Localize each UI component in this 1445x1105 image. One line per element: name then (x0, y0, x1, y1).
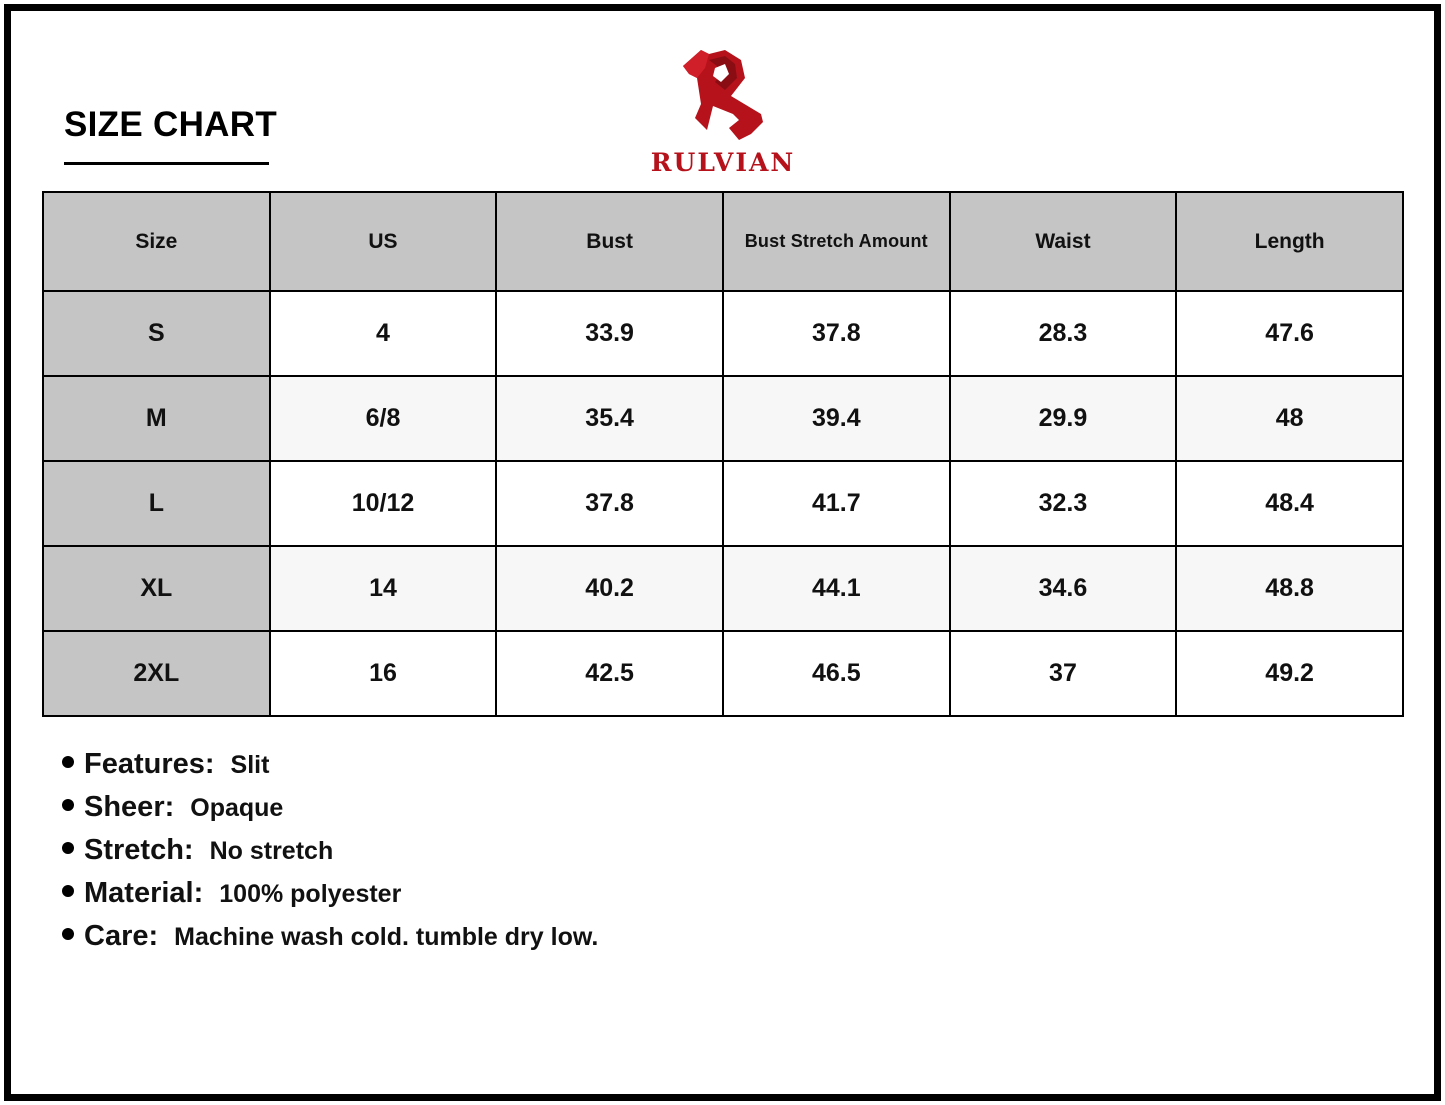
table-row (43, 291, 1403, 376)
feature-item (62, 920, 598, 963)
bullet-icon (62, 928, 74, 940)
title-underline (64, 162, 269, 165)
bust-cell: 37.8 (496, 461, 723, 546)
us-cell: 16 (270, 631, 497, 716)
size-cell: L (43, 461, 270, 546)
feature-item (62, 791, 598, 834)
bullet-icon (62, 842, 74, 854)
feature-item (62, 877, 598, 920)
length-cell: 47.6 (1176, 291, 1403, 376)
feature-value: Opaque (190, 794, 284, 822)
bullet-icon (62, 885, 74, 897)
feature-label: Features: (84, 748, 215, 780)
rulvian-r-logo-icon (679, 44, 767, 144)
table-header-row (43, 192, 1403, 291)
column-header-bust-stretch: Bust Stretch Amount (723, 192, 950, 291)
table-row (43, 461, 1403, 546)
bust-cell: 40.2 (496, 546, 723, 631)
column-header-bust: Bust (496, 192, 723, 291)
feature-label: Sheer: (84, 791, 175, 823)
bust-stretch-cell: 39.4 (723, 376, 950, 461)
bullet-icon (62, 799, 74, 811)
size-table (42, 191, 1404, 717)
bullet-icon (62, 756, 74, 768)
waist-cell: 29.9 (950, 376, 1177, 461)
brand-logo (637, 44, 809, 178)
waist-cell: 37 (950, 631, 1177, 716)
us-cell: 14 (270, 546, 497, 631)
table-row (43, 631, 1403, 716)
size-cell: 2XL (43, 631, 270, 716)
bust-cell: 42.5 (496, 631, 723, 716)
bust-stretch-cell: 41.7 (723, 461, 950, 546)
column-header-size: Size (43, 192, 270, 291)
size-cell: M (43, 376, 270, 461)
size-cell: XL (43, 546, 270, 631)
feature-value: Machine wash cold. tumble dry low. (174, 923, 599, 951)
bust-cell: 35.4 (496, 376, 723, 461)
feature-label: Material: (84, 877, 204, 909)
size-cell: S (43, 291, 270, 376)
bust-stretch-cell: 44.1 (723, 546, 950, 631)
us-cell: 4 (270, 291, 497, 376)
table-row (43, 546, 1403, 631)
waist-cell: 32.3 (950, 461, 1177, 546)
column-header-length: Length (1176, 192, 1403, 291)
feature-value: Slit (230, 751, 270, 779)
page-title: SIZE CHART (64, 105, 277, 144)
column-header-waist: Waist (950, 192, 1177, 291)
feature-list (62, 748, 598, 963)
length-cell: 48.8 (1176, 546, 1403, 631)
bust-cell: 33.9 (496, 291, 723, 376)
length-cell: 49.2 (1176, 631, 1403, 716)
bust-stretch-cell: 46.5 (723, 631, 950, 716)
waist-cell: 28.3 (950, 291, 1177, 376)
waist-cell: 34.6 (950, 546, 1177, 631)
length-cell: 48.4 (1176, 461, 1403, 546)
column-header-us: US (270, 192, 497, 291)
table-row (43, 376, 1403, 461)
feature-value: 100% polyester (219, 880, 402, 908)
feature-item (62, 834, 598, 877)
length-cell: 48 (1176, 376, 1403, 461)
feature-value: No stretch (209, 837, 334, 865)
feature-label: Stretch: (84, 834, 194, 866)
us-cell: 10/12 (270, 461, 497, 546)
bust-stretch-cell: 37.8 (723, 291, 950, 376)
brand-name: RULVIAN (650, 148, 796, 177)
us-cell: 6/8 (270, 376, 497, 461)
feature-label: Care: (84, 920, 159, 952)
feature-item (62, 748, 598, 791)
